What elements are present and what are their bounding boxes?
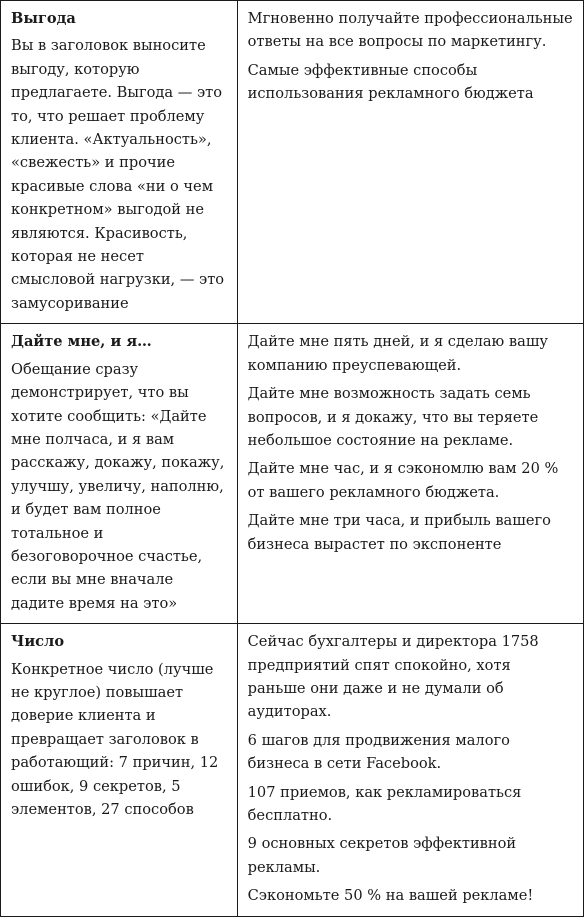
technique-description: Обещание сразу демонстрирует, что вы хотите сообщить: «Дайте мне полчаса, и я вам расскажу, докажу, покажу, улучшу, увеличу, наполню, и будет вам полное тотальное и безоговорочное счастье, если вы мне вначале дадите время на это» [11,360,225,612]
examples-cell [237,624,583,916]
examples-cell [237,1,583,324]
technique-cell [1,624,238,916]
table-row-give-me [1,324,584,624]
example-text: Дайте мне возможность задать семь вопросов, и я докажу, что вы теряете небольшое состояние на рекламе. [247,385,539,449]
example-text: Дайте мне пять дней, и я сделаю вашу компанию преуспевающей. [247,333,548,374]
table-row-benefit [1,1,584,324]
technique-title: Выгода [11,10,76,27]
technique-cell [1,1,238,324]
technique-title: Дайте мне, и я… [11,333,152,351]
technique-cell [1,324,238,624]
example-text: Самые эффективные способы использования рекламного бюджета [247,61,534,103]
example-text: 6 шагов для продвижения малого бизнеса в сети Facebook. [247,731,510,773]
example-text: Мгновенно получайте профессиональные ответы на все вопросы по маркетингу. [247,10,573,51]
examples-cell [237,324,583,624]
table-row-number [1,624,584,916]
example-text: Дайте мне три часа, и прибыль вашего бизнеса вырастет по экспоненте [247,512,551,553]
example-text: 107 приемов, как рекламироваться бесплатно. [247,783,522,824]
example-text: Сейчас бухгалтеры и директора 1758 предприятий спят спокойно, хотя раньше они даже и не думали об аудиторах. [247,633,539,721]
technique-description: Конкретное число (лучше не круглое) повышает доверие клиента и превращает заголовок в работающий: 7 причин, 12 ошибок, 9 секретов, 5 элементов, 27 способов [11,660,219,818]
technique-title: Число [11,633,65,651]
example-text: Дайте мне час, и я сэкономлю вам 20 % от вашего рекламного бюджета. [247,460,559,501]
technique-description: Вы в заголовок выносите выгоду, которую предлагаете. Выгода — это то, что решает проблему клиента. «Актуальность», «свежесть» и прочие красивые слова «ни о чем конкретном» выгодой не являются. Красивость, которая не несет смысловой нагрузки, — это замусоривание [11,37,225,312]
example-text: 9 основных секретов эффективной рекламы. [247,835,517,876]
example-text: Сэкономьте 50 % на вашей рекламе! [247,887,534,905]
